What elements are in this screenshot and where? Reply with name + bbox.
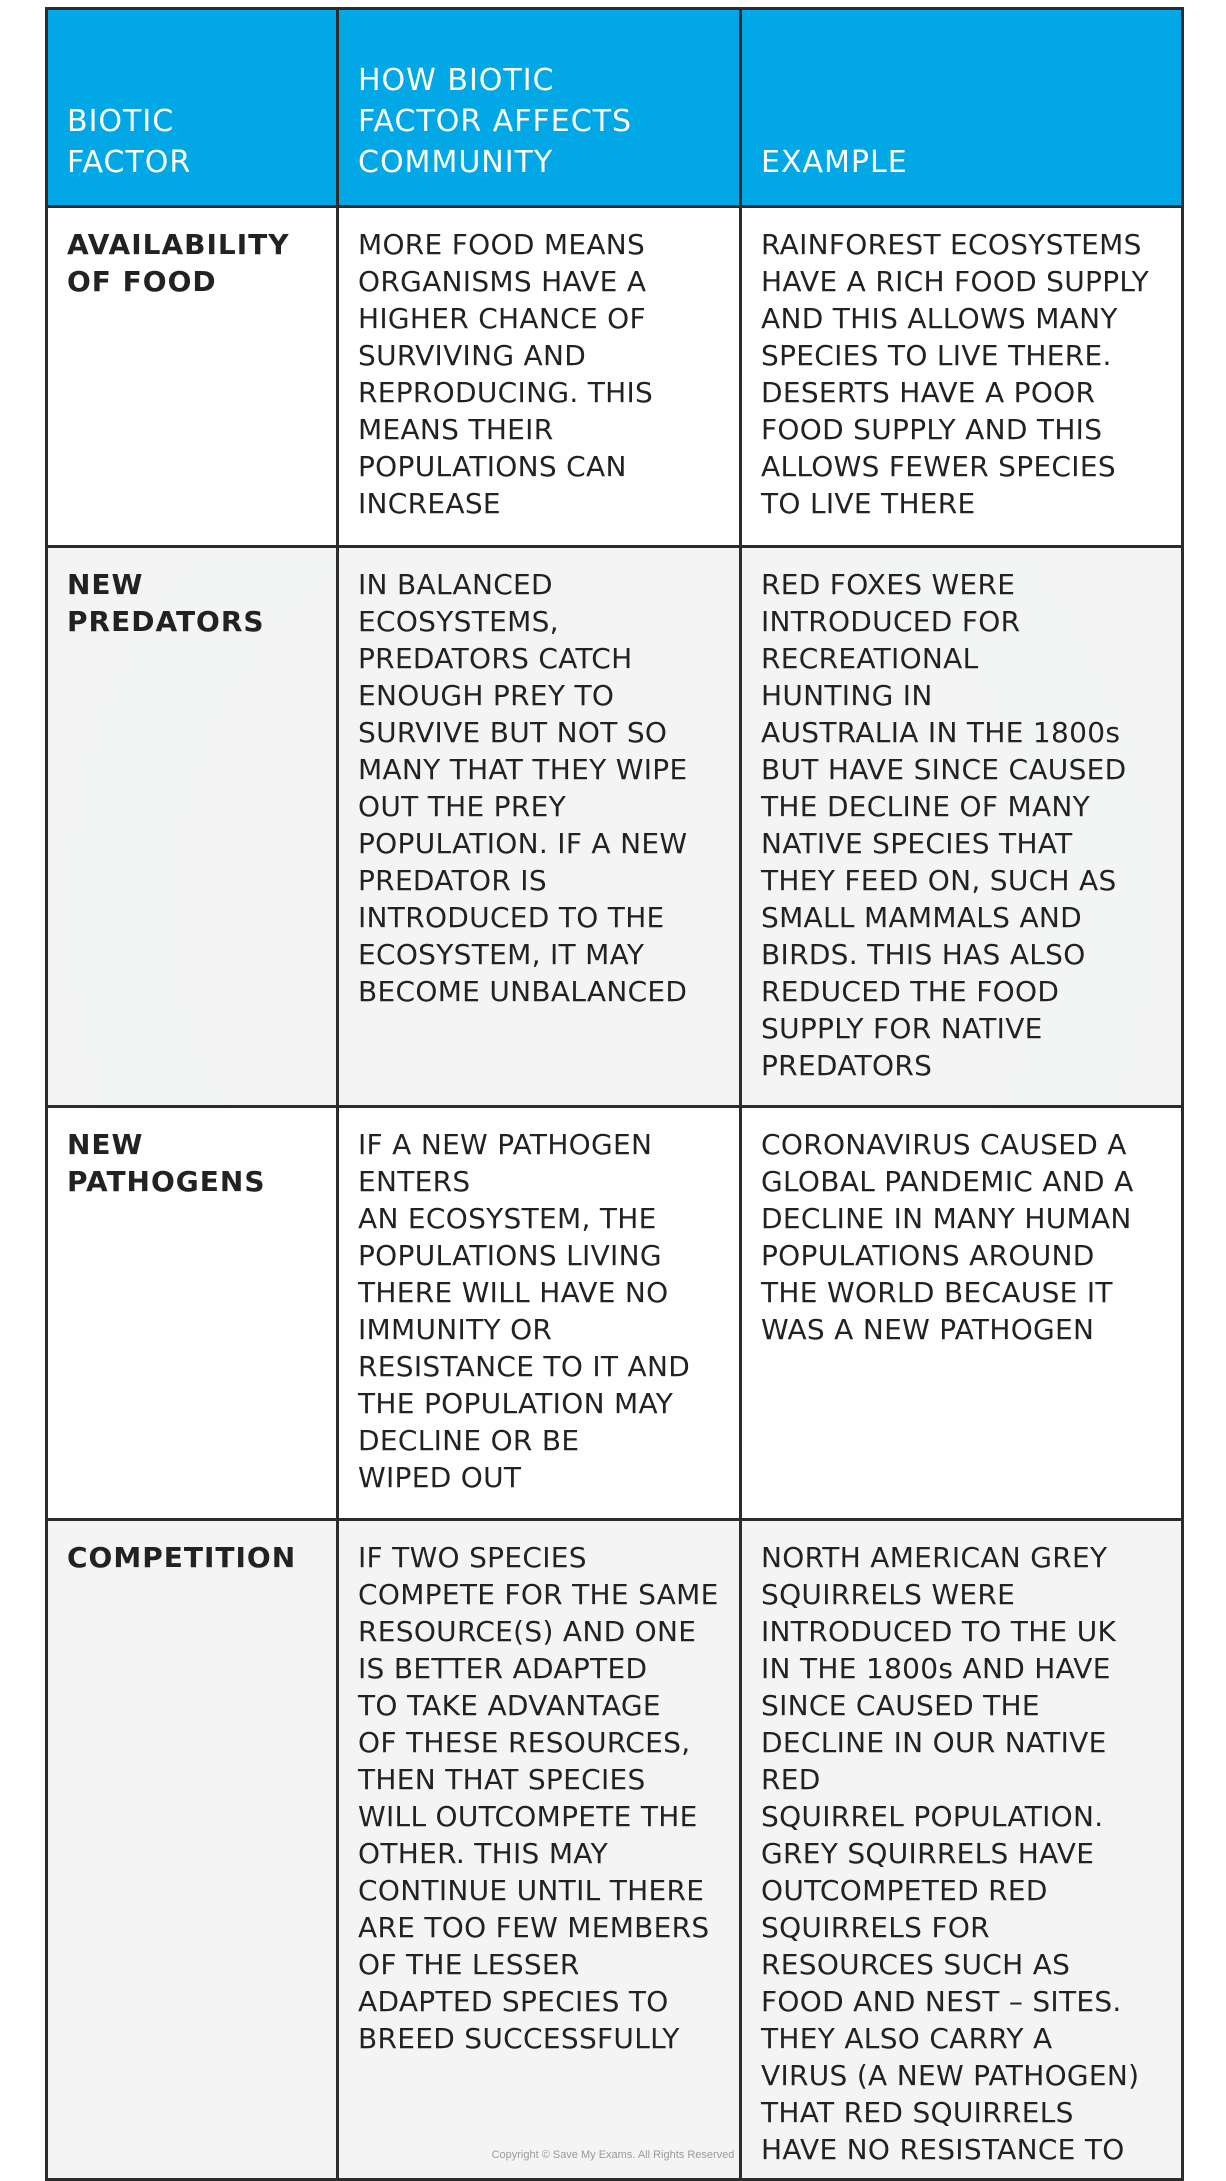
- table-body: [47, 207, 1183, 2180]
- table-row-availability-of-food: [47, 207, 1183, 547]
- example-cell: NORTH AMERICAN GREY SQUIRRELS WERE INTRODUCED TO THE UK IN THE 1800s AND HAVE SINCE CAUSED THE DECLINE IN OUR NATIVE RED SQUIRREL POPULATION. GREY SQUIRRELS HAVE OUTCOMPETED RED SQUIRRELS FOR RESOURCES SUCH AS FOOD AND NEST – SITES. THEY ALSO CARRY A VIRUS (A NEW PATHOGEN) THAT RED SQUIRRELS HAVE NO RESISTANCE TO: [741, 1520, 1183, 2180]
- factor-cell: COMPETITION: [47, 1520, 338, 2180]
- effect-cell: IF TWO SPECIES COMPETE FOR THE SAME RESOURCE(S) AND ONE IS BETTER ADAPTED TO TAKE ADVANTAGE OF THESE RESOURCES, THEN THAT SPECIES WILL OUTCOMPETE THE OTHER. THIS MAY CONTINUE UNTIL THERE ARE TOO FEW MEMBERS OF THE LESSER ADAPTED SPECIES TO BREED SUCCESSFULLY: [338, 1520, 741, 2180]
- header-row: [47, 9, 1183, 207]
- table-row-new-predators: [47, 547, 1183, 1107]
- effect-cell: IF A NEW PATHOGEN ENTERS AN ECOSYSTEM, THE POPULATIONS LIVING THERE WILL HAVE NO IMMUNITY OR RESISTANCE TO IT AND THE POPULATION MAY DECLINE OR BE WIPED OUT: [338, 1107, 741, 1520]
- copyright-notice: Copyright © Save My Exams. All Rights Reserved: [491, 2149, 735, 2161]
- table-row-new-pathogens: [47, 1107, 1183, 1520]
- example-cell: RED FOXES WERE INTRODUCED FOR RECREATIONAL HUNTING IN AUSTRALIA IN THE 1800s BUT HAVE SINCE CAUSED THE DECLINE OF MANY NATIVE SPECIES THAT THEY FEED ON, SUCH AS SMALL MAMMALS AND BIRDS. THIS HAS ALSO REDUCED THE FOOD SUPPLY FOR NATIVE PREDATORS: [741, 547, 1183, 1107]
- example-cell: RAINFOREST ECOSYSTEMS HAVE A RICH FOOD SUPPLY AND THIS ALLOWS MANY SPECIES TO LIVE THERE. DESERTS HAVE A POOR FOOD SUPPLY AND THIS ALLOWS FEWER SPECIES TO LIVE THERE: [741, 207, 1183, 547]
- table-header: [47, 9, 1183, 207]
- header-example: EXAMPLE: [741, 9, 1183, 207]
- header-how-affects-community: HOW BIOTIC FACTOR AFFECTS COMMUNITY: [338, 9, 741, 207]
- table-row-competition: [47, 1520, 1183, 2180]
- effect-cell: IN BALANCED ECOSYSTEMS, PREDATORS CATCH ENOUGH PREY TO SURVIVE BUT NOT SO MANY THAT THEY WIPE OUT THE PREY POPULATION. IF A NEW PREDATOR IS INTRODUCED TO THE ECOSYSTEM, IT MAY BECOME UNBALANCED: [338, 547, 741, 1107]
- factor-cell: NEW PREDATORS: [47, 547, 338, 1107]
- factor-cell: AVAILABILITY OF FOOD: [47, 207, 338, 547]
- effect-cell: MORE FOOD MEANS ORGANISMS HAVE A HIGHER CHANCE OF SURVIVING AND REPRODUCING. THIS MEANS THEIR POPULATIONS CAN INCREASE: [338, 207, 741, 547]
- example-cell: CORONAVIRUS CAUSED A GLOBAL PANDEMIC AND A DECLINE IN MANY HUMAN POPULATIONS AROUND THE WORLD BECAUSE IT WAS A NEW PATHOGEN: [741, 1107, 1183, 1520]
- biotic-factors-table: [45, 7, 1184, 2181]
- header-biotic-factor: BIOTIC FACTOR: [47, 9, 338, 207]
- factor-cell: NEW PATHOGENS: [47, 1107, 338, 1520]
